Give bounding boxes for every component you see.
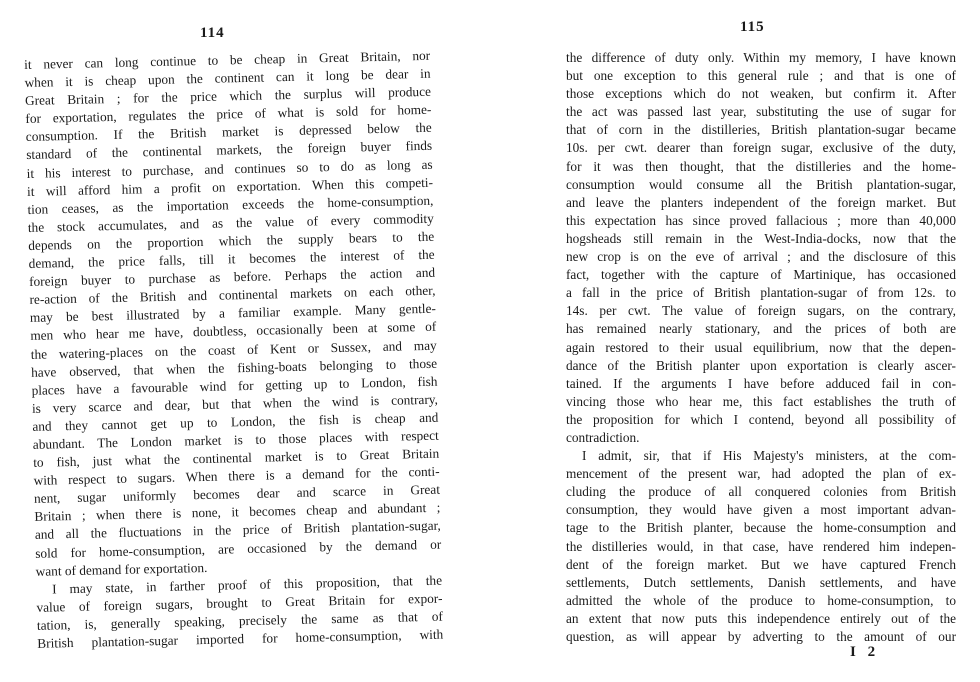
text-line: nent, sugar uniformly becomes dear and scarce in Great (33, 481, 441, 507)
text-line: vincing those who hear me, this fact establishes the truth of (566, 393, 956, 409)
right-page-text (566, 49, 956, 646)
text-line: consumption would consume all the British plantation-sugar, (566, 176, 956, 192)
text-line: consumption. If the British market is depressed below the (25, 120, 432, 145)
text-line: an extent that now puts this independence entirely out of the (566, 610, 956, 626)
text-line: to fish, just what the continental market is to Great Britain (33, 445, 440, 470)
text-line: is very scarce and dear, but that when the wind is contrary, (31, 391, 439, 416)
text-line: standard of the continental markets, the foreign buyer finds (26, 138, 433, 163)
text-line: new crop is on the eve of arrival ; and the disclosure of this (566, 249, 956, 265)
text-line: tion ceases, as the importation exceeds the home-consumption, (27, 192, 434, 217)
text-line: tained. If the arguments I have before adduced fail in con- (566, 375, 956, 391)
text-line: tage to the British planter, because the home-consumption and (566, 520, 956, 536)
text-line: this expectation has since proved fallacious ; more than 40,000 (566, 212, 956, 228)
text-line: have observed, that when the fishing-boats belonging to those (31, 355, 438, 380)
text-line: fact, together with the capture of Martinique, has occasioned (566, 267, 956, 283)
text-line: demand, the price falls, till it becomes the interest of the (28, 246, 435, 271)
text-line: abundant. The London market is to those places with respect (32, 427, 439, 452)
text-line: places have a favourable wind for getting up to London, fish (31, 373, 438, 398)
right-page-number: 115 (740, 19, 765, 35)
text-line: dent of the foreign market. But we have captured French (566, 556, 956, 572)
text-line: hogsheads still remain in the West-India-docks, now that the (566, 230, 956, 246)
text-line: dance of the British planter upon exportation is clearly ascer- (566, 357, 956, 373)
text-line: tation, is, generally speaking, precisely the same as that of (36, 608, 443, 633)
left-page-number: 114 (200, 25, 225, 41)
text-line: but one exception to this general rule ; and that is one of (566, 68, 956, 84)
text-line: want of demand for exportation. (35, 559, 208, 579)
text-line: may be best illustrated by a familiar example. Many gentle- (29, 301, 437, 326)
text-line: depends on the proportion which the supply bears to the (28, 228, 435, 253)
text-line: and all the fluctuations in the price of British plantation-sugar, (34, 518, 441, 543)
text-line: those exceptions which do not weaken, but confirm it. After (566, 86, 956, 102)
paragraph-first-line: I may state, in farther proof of this proposition, that the (51, 572, 443, 597)
left-page-text (24, 47, 443, 653)
text-line: cluding the produce of all conquered colonies from British (566, 484, 956, 500)
text-line: has remained nearly stationary, and the prices of both are (566, 321, 956, 337)
text-line: foreign buyer to purchase as before. Perhaps the action and (28, 264, 436, 290)
text-line: again restored to their usual equilibrium, now that the depen- (566, 339, 956, 355)
text-line: for it was then thought, that the distilleries and the home- (566, 158, 956, 174)
text-line: and leave the planters independent of the foreign market. But (566, 194, 956, 210)
text-line: British plantation-sugar imported for home-consumption, with (37, 626, 444, 651)
left-page (0, 0, 480, 682)
text-line: re-action of the British and continental markets on each other, (29, 282, 436, 308)
text-line: the act was passed last year, substituting the use of sugar for (566, 104, 956, 120)
text-line: the stock accumulates, and as the value of every commodity (27, 210, 434, 235)
text-line: for exportation, regulates the price of what is sold for home- (25, 102, 432, 127)
text-line: question, as will appear by adverting to the amount of our (566, 629, 956, 644)
text-line: with respect to sugars. When there is a demand for the conti- (33, 463, 440, 489)
right-page (480, 0, 980, 682)
text-line: 14s. per cwt. The value of foreign sugars, on the contrary, (566, 303, 956, 319)
text-line: the difference of duty only. Within my memory, I have known (566, 50, 956, 65)
text-line: when it is cheap upon the continent can it long be dear in (24, 65, 431, 91)
text-line: the proposition for which I contend, beyond all possibility of (566, 411, 956, 427)
text-line: contradiction. (566, 429, 640, 445)
text-line: mencement of the present war, had adopted the plan of ex- (566, 466, 956, 482)
text-line: settlements, Dutch settlements, Danish settlements, and have (566, 574, 956, 590)
text-line: admitted the whole of the produce to home-consumption, to (566, 592, 956, 608)
text-line: the watering-places on the coast of Kent or Sussex, and may (30, 337, 437, 362)
text-line: it his interest to purchase, and continues so to do as long as (26, 156, 433, 181)
text-line: sold for home-consumption, are occasioned by the demand or (35, 536, 442, 561)
text-line: a fall in the price of British plantation-sugar of from 12s. to (566, 285, 956, 301)
text-line: the distilleries would, in that case, have rendered him indepen- (566, 538, 956, 554)
text-line: 10s. per cwt. dearer than foreign sugar, exclusive of the duty, (566, 140, 956, 156)
text-line: it never can long continue to be cheap in Great Britain, nor (24, 47, 431, 72)
signature-mark: I 2 (850, 644, 880, 660)
text-line: value of foreign sugars, brought to Great Britain for expor- (36, 590, 443, 615)
text-line: consumption, they would have given a most important advan- (566, 502, 956, 518)
text-line: Britain ; when there is none, it becomes cheap and abundant ; (34, 500, 441, 525)
text-line: and they cannot get up to London, the fish is cheap and (32, 409, 439, 434)
text-line: men who hear me have, doubtless, occasionally been at some of (30, 319, 437, 344)
text-line: that of corn in the distilleries, British plantation-sugar became (566, 122, 956, 138)
text-line: it will afford him a profit on exportation. When this competi- (26, 174, 434, 199)
paragraph-first-line: I admit, sir, that if His Majesty's ministers, at the com- (582, 448, 956, 464)
text-line: Great Britain ; for the price which the surplus will produce (24, 83, 432, 109)
